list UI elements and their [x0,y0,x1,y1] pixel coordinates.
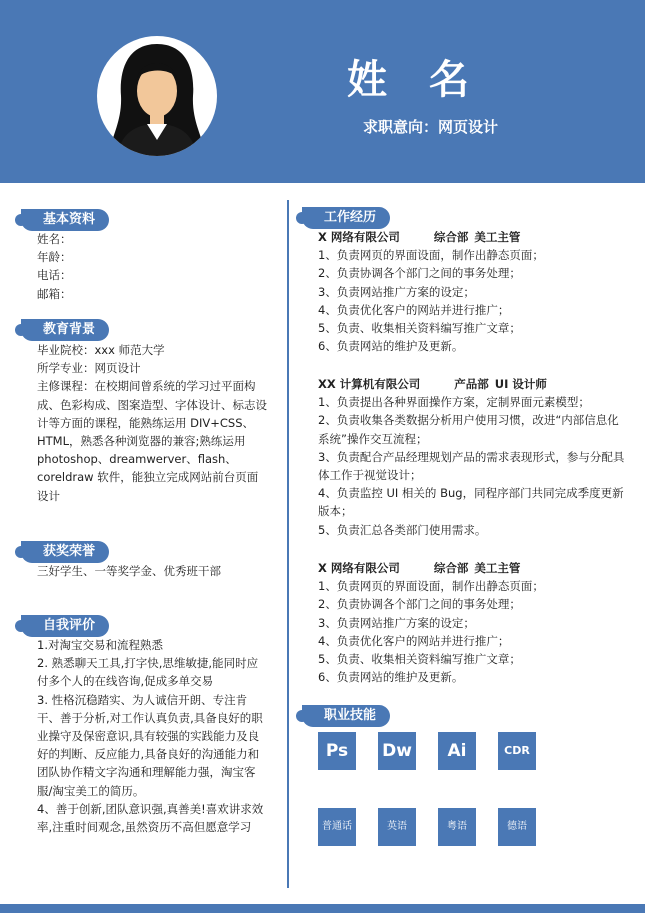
self-evaluation: 1.对淘宝交易和流程熟悉 2. 熟悉聊天工具,打字快,思维敏捷,能同时应付多个人的在线咨询,促成多单交易 3. 性格沉稳踏实、为人诚信开朗、专注肯干、善于分析,对工作认真负责,具备良好的职业操守及保密意识,具有较强的实践能力及良好的判断、反应能力,具备良好的沟通能力和团队协作精文字沟通和理解能力强，淘宝客服/淘宝美工的简历。 4、善于创新,团队意识强,真善美!喜欢讲求效率,注重时间观念,虽然资历不高但愿意学习 [37,638,264,835]
job-1 [318,228,628,355]
job-2-item: 5、负责汇总各类部门使用需求。 [318,522,487,537]
header-banner [0,0,645,183]
language-cantonese: 粤语 [438,808,476,846]
job-1-item: 5、负责、收集相关资料编写推广文章； [318,321,521,336]
job-3-item: 6、负责网站的维护及更新。 [318,670,464,685]
basic-phone: 电话： [37,268,72,283]
job-1-header [318,228,628,246]
job-1-company: X 网络有限公司 [318,230,400,244]
job-2-item: 1、负责提出各种界面操作方案，定制界面元素模型； [318,395,590,410]
job-2-item: 4、负责监控 UI 相关的 Bug，同程序部门共同完成季度更新版本； [318,486,624,519]
dreamweaver-icon: Dw [378,732,416,770]
education-info [37,341,269,505]
job-3-header [318,559,628,577]
language-german: 德语 [498,808,536,846]
job-3-role: 美工主管 [474,561,521,575]
job-3-item: 5、负责、收集相关资料编写推广文章； [318,652,521,667]
job-3-item: 1、负责网页的界面设面，制作出静态页面； [318,579,544,594]
avatar [97,36,217,156]
column-divider [287,200,289,888]
job-2-item: 3、负责配合产品经理规划产品的需求表现形式，参与分配具体工作于视觉设计； [318,449,625,483]
job-2-item: 2、负责收集各类数据分析用户使用习惯，改进“内部信息化系统”操作交互流程； [318,413,619,446]
education-school: 毕业院校：xxx 师范大学 [37,343,165,357]
section-title-basic: 基本资料 [21,209,109,231]
awards-text: 三好学生、一等奖学金、优秀班干部 [37,564,221,578]
job-1-role: 美工主管 [474,230,521,244]
section-title-awards: 获奖荣誉 [21,541,109,563]
section-title-self: 自我评价 [21,615,109,637]
job-1-item: 4、负责优化客户的网站并进行推广； [318,302,510,317]
job-2 [318,375,630,539]
footer-bar [0,904,645,913]
language-mandarin: 普通话 [318,808,356,846]
job-intent: 求职意向：网页设计 [363,118,499,136]
job-1-item: 2、负责协调各个部门之间的事务处理； [318,266,521,281]
job-2-role: UI 设计师 [494,377,547,391]
job-3-item: 4、负责优化客户的网站并进行推广； [318,633,510,648]
job-1-item: 6、负责网站的维护及更新。 [318,339,464,354]
job-2-dept: 产品部 [454,377,489,391]
basic-name: 姓名： [37,232,72,246]
job-2-company: XX 计算机有限公司 [318,377,421,391]
job-3-company: X 网络有限公司 [318,561,400,575]
section-title-work: 工作经历 [302,207,390,229]
coreldraw-icon: CDR [498,732,536,770]
job-3 [318,559,628,686]
job-2-header [318,375,630,393]
education-major: 所学专业：网页设计 [37,361,141,376]
section-title-education: 教育背景 [21,319,109,341]
section-title-skills: 职业技能 [302,705,390,727]
photoshop-icon: Ps [318,732,356,770]
candidate-name: 姓 名 [347,57,483,103]
basic-email: 邮箱： [37,286,72,301]
basic-age: 年龄： [37,250,72,265]
job-3-item: 2、负责协调各个部门之间的事务处理； [318,597,521,612]
illustrator-icon: Ai [438,732,476,770]
job-1-item: 1、负责网页的界面设面，制作出静态页面； [318,248,544,263]
job-1-dept: 综合部 [433,230,469,244]
language-english: 英语 [378,808,416,846]
avatar-portrait-icon [97,36,217,156]
job-3-dept: 综合部 [433,561,469,575]
basic-info [37,230,72,303]
job-3-item: 3、负责网站推广方案的设定； [318,615,475,630]
education-courses: 主修课程：在校期间曾系统的学习过平面构成、色彩构成、图案造型、字体设计、标志设计等方面的课程，能熟练运用 DIV+CSS、HTML，熟悉各种浏览器的兼容;熟练运用 photoshop、dreamwerver、flash、coreldraw 软件，能独立完成网站前台页面设计 [37,379,267,503]
job-1-item: 3、负责网站推广方案的设定； [318,284,475,299]
